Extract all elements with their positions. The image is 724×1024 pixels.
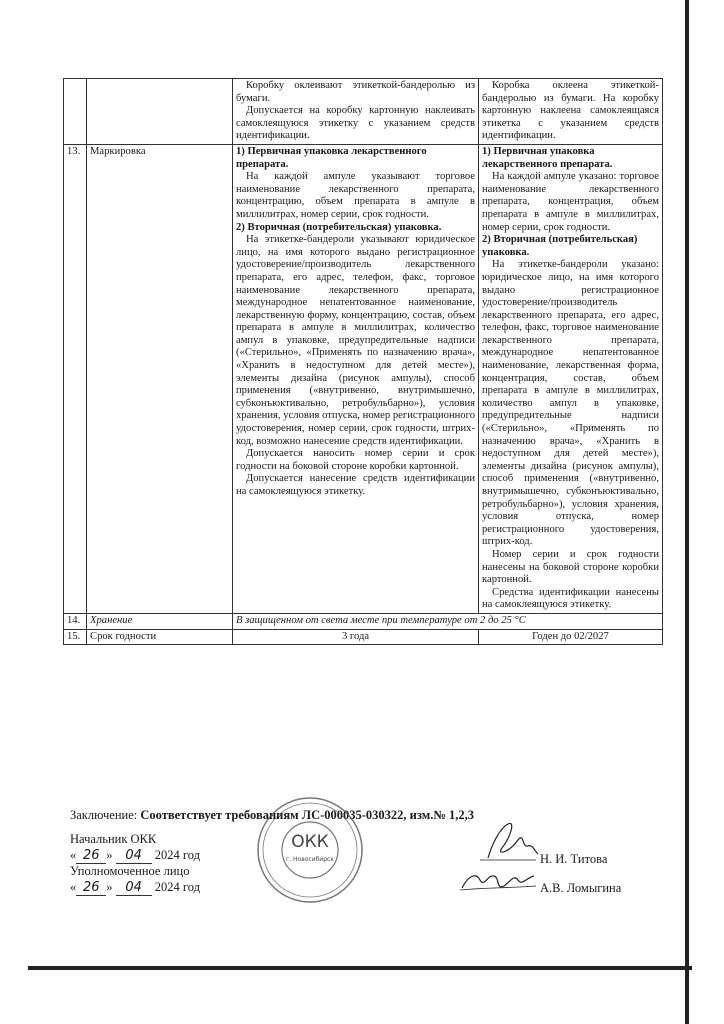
- table-row: [64, 629, 663, 645]
- auth-date-day: 26: [76, 881, 106, 896]
- section-heading: 2) Вторичная (потребительская) упаковка.: [236, 221, 442, 233]
- result-cell: [479, 144, 663, 613]
- paragraph: На этикетке-бандероли указывают юридическое лицо, на имя которого выдано регистрационное удостоверение/производитель лекарственного препарата, его адрес, телефон, факс, торговое наименование лекарственного препарата, международное непатентованное наименование, лекарственную форму, концентрацию, состав, объем препарата в ампуле в миллилитрах, количество ампул в упаковке, предупредительные надписи («Стерильно», «Применять по назначению врача», «Хранить в недоступном для детей месте»), элементы дизайна (рисунок ампулы), способ применения («внутривенно, внутримышечно, субконъюктивально, ретробульбарно»), условия хранения, условия отпуска, номер регистрационного удостоверения, номер серии, срок годности, штрих-код, возможно нанесение средств идентификации.: [236, 234, 475, 447]
- stamp-city-text: г. Новосибирск: [286, 856, 334, 863]
- section-heading: 1) Первичная упаковка лекарственного препарата.: [236, 145, 427, 170]
- auth-date-month: 04: [116, 881, 152, 896]
- paragraph: Номер серии и срок годности нанесены на боковой стороне коробки картонной.: [482, 548, 659, 586]
- head-title: Начальник ОКК: [70, 832, 157, 846]
- auth-date-year: 2024 год: [154, 880, 200, 894]
- signature-head: [470, 818, 540, 864]
- paragraph: Средства идентификации нанесены на самоклеящуюся этикетку.: [482, 586, 659, 611]
- okk-stamp: [255, 795, 365, 905]
- row-name: Срок годности: [87, 629, 233, 645]
- head-date-year: 2024 год: [154, 848, 200, 862]
- row-number: 15.: [64, 629, 87, 645]
- head-name: Н. И. Титова: [540, 852, 608, 866]
- table-row: [64, 613, 663, 629]
- storage-value: В защищенном от света месте при температуре от 2 до 25 °С: [233, 613, 663, 629]
- paragraph: Коробку оклеивают этикеткой-бандеролью из бумаги.: [236, 80, 475, 104]
- table-row: [64, 79, 663, 145]
- paragraph: На этикетке-бандероли указано: юридическое лицо, на имя которого выдано регистрационное удостоверение/производитель лекарственного препарата, его адрес, телефон, факс, торговое наименование лекарственного препарата, международное непатентованное наименование, лекарственная форма, концентрация, состав, объем препарата в ампуле в миллилитрах, количество ампул в упаковке, предупредительные надписи («Стерильно», «Применять по назначению врача», «Хранить в недоступном для детей месте»), элементы дизайна (рисунок ампулы), способ применения («внутривенно, внутримышечно, субконъюктивально, ретробульбарно»), условия хранения, условия отпуска, номер регистрационного удостоверения, штрих-код.: [482, 259, 659, 548]
- shelf-requirement: 3 года: [233, 629, 479, 645]
- conclusion-text: Соответствует требованиям ЛС-000035-030322, изм.№ 1,2,3: [140, 808, 475, 822]
- auth-title: Уполномоченное лицо: [70, 864, 190, 878]
- row-name: Хранение: [87, 613, 233, 629]
- head-date-month: 04: [116, 849, 152, 864]
- signature-auth: [458, 866, 538, 896]
- stamp-center-text: ОКК: [291, 832, 329, 852]
- auth-date: « 26 » 04 2024 год: [70, 880, 200, 895]
- spec-table: [63, 78, 663, 645]
- row-name: Маркировка: [87, 144, 233, 613]
- row-number: [64, 79, 87, 145]
- row-number: 14.: [64, 613, 87, 629]
- paragraph: Допускается нанесение средств идентификации на самоклеящуюся этикетку.: [236, 473, 475, 497]
- auth-name: А.В. Ломыгина: [540, 881, 622, 895]
- conclusion-label: Заключение:: [70, 808, 138, 822]
- paragraph: На каждой ампуле указано: торговое наименование лекарственного препарата, концентрация, объем препарата в ампуле в миллилитрах, номер серии, срок годности.: [482, 171, 659, 233]
- row-number: 13.: [64, 144, 87, 613]
- paragraph: Допускается наносить номер серии и срок годности на боковой стороне коробки картонной.: [236, 448, 475, 472]
- paragraph: Допускается на коробку картонную наклеивать самоклеящуюся этикетку с указанием средств идентификации.: [236, 105, 475, 142]
- section-heading: 1) Первичная упаковка лекарственного препарата.: [482, 145, 613, 170]
- head-date-day: 26: [76, 849, 106, 864]
- paragraph: Коробка оклеена этикеткой-бандеролью из бумаги. На коробку картонную наклеена самоклеящаяся этикетка с указанием средств идентификации.: [482, 80, 659, 142]
- table-row: [64, 144, 663, 613]
- paragraph: На каждой ампуле указывают торговое наименование лекарственного препарата, концентрацию, объем препарата в ампуле в миллилитрах, номер серии, срок годности.: [236, 171, 475, 220]
- scan-edge-right: [685, 0, 689, 1024]
- row-name: [87, 79, 233, 145]
- section-heading: 2) Вторичная (потребительская) упаковка.: [482, 234, 638, 258]
- scan-edge-bottom: [28, 966, 692, 970]
- result-cell: [479, 79, 663, 145]
- requirement-cell: [233, 144, 479, 613]
- requirement-cell: [233, 79, 479, 145]
- shelf-result: Годен до 02/2027: [479, 629, 663, 645]
- head-date: « 26 » 04 2024 год: [70, 848, 200, 863]
